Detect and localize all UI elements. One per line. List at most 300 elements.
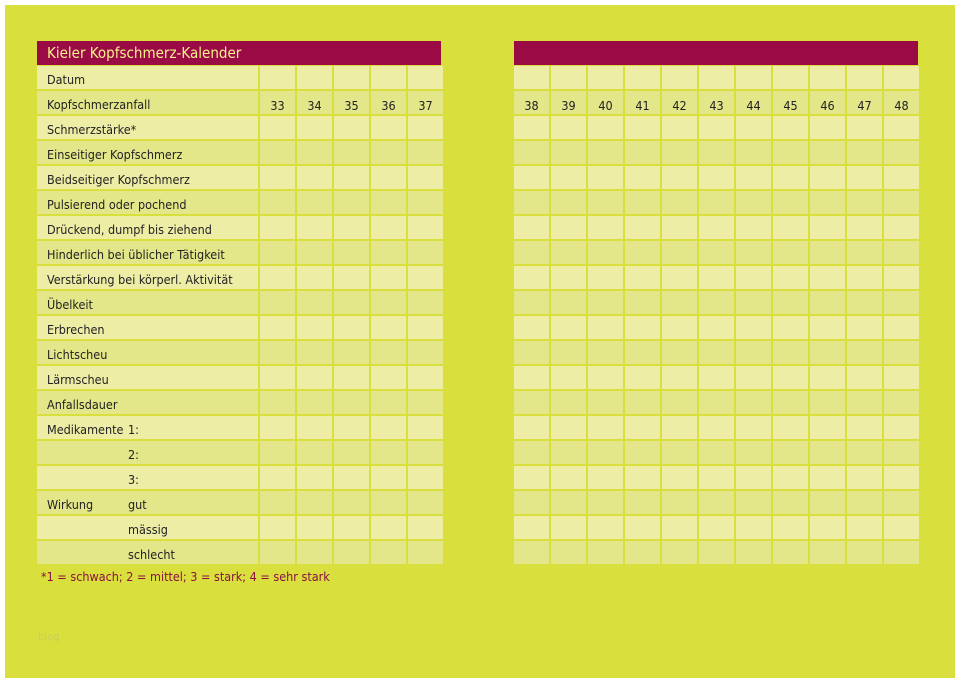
entry-cell[interactable] xyxy=(551,66,586,89)
entry-cell[interactable] xyxy=(662,541,697,564)
entry-cell[interactable] xyxy=(736,191,771,214)
entry-cell[interactable] xyxy=(297,541,332,564)
entry-cell[interactable] xyxy=(847,291,882,314)
entry-cell[interactable] xyxy=(551,491,586,514)
entry-cell[interactable] xyxy=(810,291,845,314)
entry-cell[interactable] xyxy=(551,416,586,439)
entry-cell[interactable] xyxy=(408,341,443,364)
entry-cell[interactable] xyxy=(514,241,549,264)
entry-cell[interactable] xyxy=(699,166,734,189)
entry-cell[interactable] xyxy=(297,241,332,264)
entry-cell[interactable] xyxy=(884,116,919,139)
entry-cell[interactable] xyxy=(625,141,660,164)
entry-cell[interactable] xyxy=(260,391,295,414)
entry-cell[interactable] xyxy=(514,116,549,139)
entry-cell[interactable] xyxy=(297,66,332,89)
entry-cell[interactable] xyxy=(297,166,332,189)
entry-cell[interactable] xyxy=(773,391,808,414)
entry-cell[interactable] xyxy=(884,266,919,289)
entry-cell[interactable] xyxy=(884,341,919,364)
entry-cell[interactable] xyxy=(699,141,734,164)
entry-cell[interactable] xyxy=(334,416,369,439)
entry-cell[interactable] xyxy=(847,541,882,564)
entry-cell[interactable] xyxy=(260,516,295,539)
entry-cell[interactable] xyxy=(773,66,808,89)
entry-cell[interactable] xyxy=(371,541,406,564)
entry-cell[interactable] xyxy=(773,491,808,514)
entry-cell[interactable] xyxy=(514,316,549,339)
entry-cell[interactable] xyxy=(260,366,295,389)
entry-cell[interactable] xyxy=(514,191,549,214)
entry-cell[interactable] xyxy=(408,366,443,389)
entry-cell[interactable] xyxy=(625,341,660,364)
entry-cell[interactable] xyxy=(699,116,734,139)
entry-cell[interactable] xyxy=(334,166,369,189)
entry-cell[interactable] xyxy=(810,366,845,389)
entry-cell[interactable] xyxy=(773,166,808,189)
entry-cell[interactable] xyxy=(371,341,406,364)
entry-cell[interactable] xyxy=(699,416,734,439)
entry-cell[interactable] xyxy=(625,316,660,339)
entry-cell[interactable] xyxy=(260,416,295,439)
entry-cell[interactable] xyxy=(736,216,771,239)
entry-cell[interactable] xyxy=(662,466,697,489)
entry-cell[interactable] xyxy=(736,341,771,364)
entry-cell[interactable] xyxy=(297,316,332,339)
entry-cell[interactable] xyxy=(260,291,295,314)
entry-cell[interactable] xyxy=(736,116,771,139)
entry-cell[interactable] xyxy=(551,291,586,314)
entry-cell[interactable] xyxy=(662,491,697,514)
entry-cell[interactable] xyxy=(736,241,771,264)
entry-cell[interactable] xyxy=(514,441,549,464)
entry-cell[interactable] xyxy=(260,466,295,489)
entry-cell[interactable] xyxy=(551,116,586,139)
entry-cell[interactable] xyxy=(514,341,549,364)
entry-cell[interactable] xyxy=(371,216,406,239)
entry-cell[interactable] xyxy=(699,66,734,89)
entry-cell[interactable] xyxy=(662,241,697,264)
entry-cell[interactable] xyxy=(334,341,369,364)
entry-cell[interactable] xyxy=(588,466,623,489)
entry-cell[interactable] xyxy=(662,416,697,439)
entry-cell[interactable] xyxy=(260,541,295,564)
entry-cell[interactable] xyxy=(699,191,734,214)
entry-cell[interactable] xyxy=(810,466,845,489)
entry-cell[interactable] xyxy=(662,66,697,89)
entry-cell[interactable] xyxy=(699,391,734,414)
entry-cell[interactable] xyxy=(810,516,845,539)
entry-cell[interactable] xyxy=(588,291,623,314)
entry-cell[interactable] xyxy=(371,191,406,214)
entry-cell[interactable] xyxy=(551,141,586,164)
entry-cell[interactable] xyxy=(371,316,406,339)
entry-cell[interactable] xyxy=(810,166,845,189)
entry-cell[interactable] xyxy=(699,441,734,464)
entry-cell[interactable] xyxy=(551,341,586,364)
entry-cell[interactable] xyxy=(588,66,623,89)
entry-cell[interactable] xyxy=(260,166,295,189)
entry-cell[interactable] xyxy=(884,416,919,439)
entry-cell[interactable] xyxy=(551,216,586,239)
entry-cell[interactable] xyxy=(773,441,808,464)
entry-cell[interactable] xyxy=(408,116,443,139)
entry-cell[interactable] xyxy=(551,241,586,264)
entry-cell[interactable] xyxy=(847,491,882,514)
entry-cell[interactable] xyxy=(662,366,697,389)
entry-cell[interactable] xyxy=(847,216,882,239)
entry-cell[interactable] xyxy=(588,366,623,389)
entry-cell[interactable] xyxy=(736,141,771,164)
entry-cell[interactable] xyxy=(847,166,882,189)
entry-cell[interactable] xyxy=(884,441,919,464)
entry-cell[interactable] xyxy=(847,266,882,289)
entry-cell[interactable] xyxy=(297,416,332,439)
entry-cell[interactable] xyxy=(588,341,623,364)
entry-cell[interactable] xyxy=(699,491,734,514)
entry-cell[interactable] xyxy=(625,416,660,439)
entry-cell[interactable] xyxy=(884,516,919,539)
entry-cell[interactable] xyxy=(371,391,406,414)
entry-cell[interactable] xyxy=(408,216,443,239)
entry-cell[interactable] xyxy=(699,466,734,489)
entry-cell[interactable] xyxy=(260,441,295,464)
entry-cell[interactable] xyxy=(736,441,771,464)
entry-cell[interactable] xyxy=(884,466,919,489)
entry-cell[interactable] xyxy=(773,241,808,264)
entry-cell[interactable] xyxy=(773,366,808,389)
entry-cell[interactable] xyxy=(699,316,734,339)
entry-cell[interactable] xyxy=(408,241,443,264)
entry-cell[interactable] xyxy=(625,541,660,564)
entry-cell[interactable] xyxy=(408,291,443,314)
entry-cell[interactable] xyxy=(588,141,623,164)
entry-cell[interactable] xyxy=(408,416,443,439)
entry-cell[interactable] xyxy=(514,391,549,414)
entry-cell[interactable] xyxy=(884,216,919,239)
entry-cell[interactable] xyxy=(625,291,660,314)
entry-cell[interactable] xyxy=(551,266,586,289)
entry-cell[interactable] xyxy=(736,466,771,489)
entry-cell[interactable] xyxy=(625,216,660,239)
entry-cell[interactable] xyxy=(514,416,549,439)
entry-cell[interactable] xyxy=(773,141,808,164)
entry-cell[interactable] xyxy=(884,391,919,414)
entry-cell[interactable] xyxy=(371,291,406,314)
entry-cell[interactable] xyxy=(847,241,882,264)
entry-cell[interactable] xyxy=(884,366,919,389)
entry-cell[interactable] xyxy=(514,541,549,564)
entry-cell[interactable] xyxy=(408,441,443,464)
entry-cell[interactable] xyxy=(371,516,406,539)
entry-cell[interactable] xyxy=(260,141,295,164)
entry-cell[interactable] xyxy=(699,541,734,564)
entry-cell[interactable] xyxy=(371,466,406,489)
entry-cell[interactable] xyxy=(884,191,919,214)
entry-cell[interactable] xyxy=(699,266,734,289)
entry-cell[interactable] xyxy=(773,216,808,239)
entry-cell[interactable] xyxy=(514,216,549,239)
entry-cell[interactable] xyxy=(334,541,369,564)
entry-cell[interactable] xyxy=(408,391,443,414)
entry-cell[interactable] xyxy=(736,491,771,514)
entry-cell[interactable] xyxy=(884,66,919,89)
entry-cell[interactable] xyxy=(625,166,660,189)
entry-cell[interactable] xyxy=(408,191,443,214)
entry-cell[interactable] xyxy=(514,491,549,514)
entry-cell[interactable] xyxy=(371,116,406,139)
entry-cell[interactable] xyxy=(551,366,586,389)
entry-cell[interactable] xyxy=(334,66,369,89)
entry-cell[interactable] xyxy=(371,166,406,189)
entry-cell[interactable] xyxy=(334,466,369,489)
entry-cell[interactable] xyxy=(408,491,443,514)
entry-cell[interactable] xyxy=(334,241,369,264)
entry-cell[interactable] xyxy=(773,516,808,539)
entry-cell[interactable] xyxy=(551,316,586,339)
entry-cell[interactable] xyxy=(514,166,549,189)
entry-cell[interactable] xyxy=(260,241,295,264)
entry-cell[interactable] xyxy=(371,141,406,164)
entry-cell[interactable] xyxy=(371,491,406,514)
entry-cell[interactable] xyxy=(847,141,882,164)
entry-cell[interactable] xyxy=(588,516,623,539)
entry-cell[interactable] xyxy=(408,316,443,339)
entry-cell[interactable] xyxy=(408,66,443,89)
entry-cell[interactable] xyxy=(371,266,406,289)
entry-cell[interactable] xyxy=(514,366,549,389)
entry-cell[interactable] xyxy=(773,341,808,364)
entry-cell[interactable] xyxy=(884,491,919,514)
entry-cell[interactable] xyxy=(371,416,406,439)
entry-cell[interactable] xyxy=(551,391,586,414)
entry-cell[interactable] xyxy=(625,66,660,89)
entry-cell[interactable] xyxy=(334,141,369,164)
entry-cell[interactable] xyxy=(773,466,808,489)
entry-cell[interactable] xyxy=(847,366,882,389)
entry-cell[interactable] xyxy=(260,316,295,339)
entry-cell[interactable] xyxy=(625,366,660,389)
entry-cell[interactable] xyxy=(625,466,660,489)
entry-cell[interactable] xyxy=(260,216,295,239)
entry-cell[interactable] xyxy=(847,466,882,489)
entry-cell[interactable] xyxy=(297,291,332,314)
entry-cell[interactable] xyxy=(588,166,623,189)
entry-cell[interactable] xyxy=(551,466,586,489)
entry-cell[interactable] xyxy=(371,66,406,89)
entry-cell[interactable] xyxy=(588,316,623,339)
entry-cell[interactable] xyxy=(297,341,332,364)
entry-cell[interactable] xyxy=(810,141,845,164)
entry-cell[interactable] xyxy=(551,166,586,189)
entry-cell[interactable] xyxy=(662,341,697,364)
entry-cell[interactable] xyxy=(773,316,808,339)
entry-cell[interactable] xyxy=(736,291,771,314)
entry-cell[interactable] xyxy=(297,441,332,464)
entry-cell[interactable] xyxy=(810,441,845,464)
entry-cell[interactable] xyxy=(736,66,771,89)
entry-cell[interactable] xyxy=(334,291,369,314)
entry-cell[interactable] xyxy=(551,441,586,464)
entry-cell[interactable] xyxy=(736,266,771,289)
entry-cell[interactable] xyxy=(847,116,882,139)
entry-cell[interactable] xyxy=(847,316,882,339)
entry-cell[interactable] xyxy=(371,241,406,264)
entry-cell[interactable] xyxy=(662,191,697,214)
entry-cell[interactable] xyxy=(773,266,808,289)
entry-cell[interactable] xyxy=(847,191,882,214)
entry-cell[interactable] xyxy=(662,291,697,314)
entry-cell[interactable] xyxy=(588,491,623,514)
entry-cell[interactable] xyxy=(260,266,295,289)
entry-cell[interactable] xyxy=(773,541,808,564)
entry-cell[interactable] xyxy=(736,541,771,564)
entry-cell[interactable] xyxy=(662,141,697,164)
entry-cell[interactable] xyxy=(884,291,919,314)
entry-cell[interactable] xyxy=(847,66,882,89)
entry-cell[interactable] xyxy=(699,216,734,239)
entry-cell[interactable] xyxy=(736,391,771,414)
entry-cell[interactable] xyxy=(810,416,845,439)
entry-cell[interactable] xyxy=(408,466,443,489)
entry-cell[interactable] xyxy=(551,191,586,214)
entry-cell[interactable] xyxy=(699,366,734,389)
entry-cell[interactable] xyxy=(514,291,549,314)
entry-cell[interactable] xyxy=(625,266,660,289)
entry-cell[interactable] xyxy=(334,516,369,539)
entry-cell[interactable] xyxy=(334,216,369,239)
entry-cell[interactable] xyxy=(334,391,369,414)
entry-cell[interactable] xyxy=(773,191,808,214)
entry-cell[interactable] xyxy=(588,391,623,414)
entry-cell[interactable] xyxy=(334,191,369,214)
entry-cell[interactable] xyxy=(514,466,549,489)
entry-cell[interactable] xyxy=(297,366,332,389)
entry-cell[interactable] xyxy=(588,191,623,214)
entry-cell[interactable] xyxy=(884,316,919,339)
entry-cell[interactable] xyxy=(847,441,882,464)
entry-cell[interactable] xyxy=(297,191,332,214)
entry-cell[interactable] xyxy=(297,216,332,239)
entry-cell[interactable] xyxy=(736,316,771,339)
entry-cell[interactable] xyxy=(699,516,734,539)
entry-cell[interactable] xyxy=(884,541,919,564)
entry-cell[interactable] xyxy=(847,416,882,439)
entry-cell[interactable] xyxy=(260,491,295,514)
entry-cell[interactable] xyxy=(260,191,295,214)
entry-cell[interactable] xyxy=(699,291,734,314)
entry-cell[interactable] xyxy=(736,516,771,539)
entry-cell[interactable] xyxy=(810,266,845,289)
entry-cell[interactable] xyxy=(736,166,771,189)
entry-cell[interactable] xyxy=(884,166,919,189)
entry-cell[interactable] xyxy=(297,491,332,514)
entry-cell[interactable] xyxy=(662,266,697,289)
entry-cell[interactable] xyxy=(334,266,369,289)
entry-cell[interactable] xyxy=(810,191,845,214)
entry-cell[interactable] xyxy=(625,191,660,214)
entry-cell[interactable] xyxy=(736,366,771,389)
entry-cell[interactable] xyxy=(408,541,443,564)
entry-cell[interactable] xyxy=(699,241,734,264)
entry-cell[interactable] xyxy=(408,141,443,164)
entry-cell[interactable] xyxy=(514,141,549,164)
entry-cell[interactable] xyxy=(773,416,808,439)
entry-cell[interactable] xyxy=(588,266,623,289)
entry-cell[interactable] xyxy=(588,116,623,139)
entry-cell[interactable] xyxy=(334,366,369,389)
entry-cell[interactable] xyxy=(551,516,586,539)
entry-cell[interactable] xyxy=(514,266,549,289)
entry-cell[interactable] xyxy=(810,316,845,339)
entry-cell[interactable] xyxy=(662,216,697,239)
entry-cell[interactable] xyxy=(625,516,660,539)
entry-cell[interactable] xyxy=(297,116,332,139)
entry-cell[interactable] xyxy=(810,116,845,139)
entry-cell[interactable] xyxy=(810,341,845,364)
entry-cell[interactable] xyxy=(334,491,369,514)
entry-cell[interactable] xyxy=(810,66,845,89)
entry-cell[interactable] xyxy=(884,141,919,164)
entry-cell[interactable] xyxy=(884,241,919,264)
entry-cell[interactable] xyxy=(334,441,369,464)
entry-cell[interactable] xyxy=(514,66,549,89)
entry-cell[interactable] xyxy=(588,441,623,464)
entry-cell[interactable] xyxy=(297,466,332,489)
entry-cell[interactable] xyxy=(514,516,549,539)
entry-cell[interactable] xyxy=(297,391,332,414)
entry-cell[interactable] xyxy=(847,341,882,364)
entry-cell[interactable] xyxy=(699,341,734,364)
entry-cell[interactable] xyxy=(773,291,808,314)
entry-cell[interactable] xyxy=(260,341,295,364)
entry-cell[interactable] xyxy=(662,166,697,189)
entry-cell[interactable] xyxy=(408,266,443,289)
entry-cell[interactable] xyxy=(810,491,845,514)
entry-cell[interactable] xyxy=(662,516,697,539)
entry-cell[interactable] xyxy=(810,241,845,264)
entry-cell[interactable] xyxy=(588,241,623,264)
entry-cell[interactable] xyxy=(625,116,660,139)
entry-cell[interactable] xyxy=(334,116,369,139)
entry-cell[interactable] xyxy=(847,516,882,539)
entry-cell[interactable] xyxy=(625,491,660,514)
entry-cell[interactable] xyxy=(551,541,586,564)
entry-cell[interactable] xyxy=(662,391,697,414)
entry-cell[interactable] xyxy=(371,366,406,389)
entry-cell[interactable] xyxy=(810,391,845,414)
entry-cell[interactable] xyxy=(260,116,295,139)
entry-cell[interactable] xyxy=(625,391,660,414)
entry-cell[interactable] xyxy=(408,516,443,539)
entry-cell[interactable] xyxy=(588,216,623,239)
entry-cell[interactable] xyxy=(810,541,845,564)
entry-cell[interactable] xyxy=(847,391,882,414)
entry-cell[interactable] xyxy=(408,166,443,189)
entry-cell[interactable] xyxy=(297,266,332,289)
entry-cell[interactable] xyxy=(625,441,660,464)
entry-cell[interactable] xyxy=(736,416,771,439)
entry-cell[interactable] xyxy=(588,541,623,564)
entry-cell[interactable] xyxy=(334,316,369,339)
entry-cell[interactable] xyxy=(297,141,332,164)
entry-cell[interactable] xyxy=(297,516,332,539)
entry-cell[interactable] xyxy=(662,316,697,339)
entry-cell[interactable] xyxy=(588,416,623,439)
entry-cell[interactable] xyxy=(662,441,697,464)
entry-cell[interactable] xyxy=(773,116,808,139)
entry-cell[interactable] xyxy=(371,441,406,464)
